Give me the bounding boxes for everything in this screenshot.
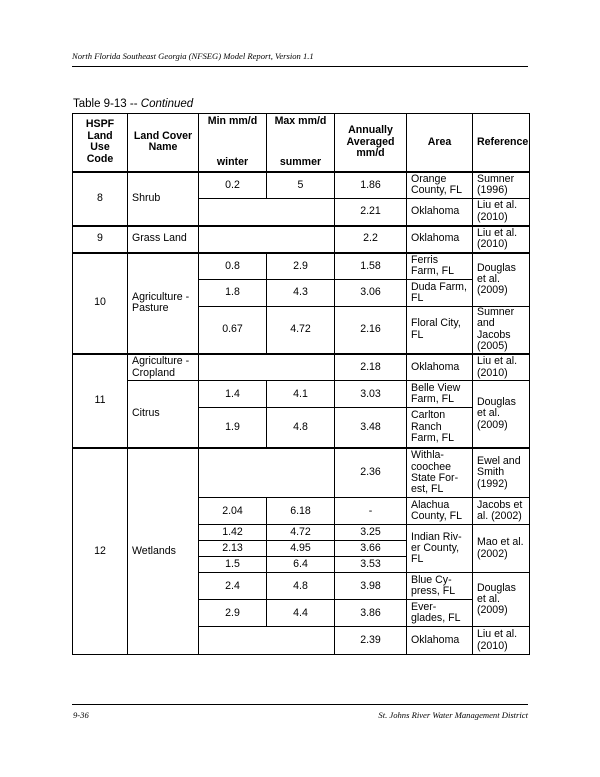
cell-max: 4.8 [267,408,335,448]
cell-reference: Douglas et al. (2009) [473,253,530,307]
cell-code: 12 [73,448,128,655]
cell-min: 0.8 [199,253,267,280]
cell-area: Ferris Farm, FL [407,253,473,280]
cell-min: 2.9 [199,600,267,627]
cell-reference: Douglas et al. (2009) [473,573,530,627]
cell-avg: 3.66 [335,541,407,557]
cell-reference: Sumner and Jacobs (2005) [473,307,530,354]
cell-avg: 3.53 [335,557,407,573]
header-annual-average: Annually Averaged mm/d [335,114,407,172]
header-rule [72,66,528,67]
cell-min: 1.42 [199,525,267,541]
cell-land-cover: Agriculture - Cropland [128,354,199,381]
cell-avg: 2.21 [335,199,407,226]
table-row [73,354,530,381]
cell-code: 11 [73,354,128,448]
cell-min: 2.13 [199,541,267,557]
header-area: Area [407,114,473,172]
cell-min: 0.2 [199,172,267,199]
cell-max: 4.4 [267,600,335,627]
cell-area: Floral City, FL [407,307,473,354]
cell-min: 1.5 [199,557,267,573]
footer-rule [72,704,528,705]
cell-code: 9 [73,226,128,253]
cell-area: Indian Riv- er County, FL [407,525,473,573]
cell-empty [199,226,335,253]
header-max-label: Max mm/d [274,115,327,128]
header-max [267,114,335,172]
cell-min: 2.04 [199,498,267,525]
cell-land-cover: Citrus [128,381,199,448]
header-land-cover-name: Land Cover Name [128,114,199,172]
cell-min: 1.9 [199,408,267,448]
cell-max: 4.72 [267,307,335,354]
cell-avg: 2.36 [335,448,407,498]
header-min [199,114,267,172]
table-row [73,448,530,498]
caption-prefix: Table 9-13 -- [73,98,141,110]
cell-land-cover: Agriculture - Pasture [128,253,199,354]
cell-avg: 3.98 [335,573,407,600]
cell-min: 0.67 [199,307,267,354]
cell-avg: 3.48 [335,408,407,448]
cell-reference: Ewel and Smith (1992) [473,448,530,498]
cell-avg: 2.16 [335,307,407,354]
cell-min: 1.8 [199,280,267,307]
table-row [73,172,530,199]
cell-reference: Sumner (1996) [473,172,530,199]
cell-avg: 2.39 [335,627,407,655]
header-reference: Reference [473,114,530,172]
cell-reference: Liu et al. (2010) [473,354,530,381]
cell-empty [199,448,335,498]
cell-avg: 3.03 [335,381,407,408]
cell-max: 6.18 [267,498,335,525]
cell-area: Ever- glades, FL [407,600,473,627]
cell-area: Alachua County, FL [407,498,473,525]
cell-min: 2.4 [199,573,267,600]
cell-area: Belle View Farm, FL [407,381,473,408]
cell-avg: 3.06 [335,280,407,307]
table-row [73,253,530,280]
cell-area: Carlton Ranch Farm, FL [407,408,473,448]
page-number: 9-36 [73,710,89,720]
footer-organization: St. Johns River Water Management District [378,710,528,720]
cell-area: Withla- coochee State For- est, FL [407,448,473,498]
cell-max: 4.3 [267,280,335,307]
table-row [73,226,530,253]
header-hspf-code: HSPF Land Use Code [73,114,128,172]
cell-code: 8 [73,172,128,226]
cell-land-cover: Wetlands [128,448,199,655]
cell-area: Blue Cy- press, FL [407,573,473,600]
cell-max: 4.8 [267,573,335,600]
cell-reference: Douglas et al. (2009) [473,381,530,448]
cell-avg: 3.86 [335,600,407,627]
cell-max: 2.9 [267,253,335,280]
cell-area: Oklahoma [407,627,473,655]
cell-max: 4.72 [267,525,335,541]
cell-reference: Mao et al. (2002) [473,525,530,573]
cell-reference: Jacobs et al. (2002) [473,498,530,525]
caption-suffix: Continued [140,98,194,110]
cell-area: Orange County, FL [407,172,473,199]
cell-max: 4.95 [267,541,335,557]
cell-area: Oklahoma [407,354,473,381]
table-caption [73,98,193,110]
cell-area: Duda Farm, FL [407,280,473,307]
cell-avg: 2.18 [335,354,407,381]
header-min-label: Min mm/d [207,115,258,128]
evapotranspiration-table [72,113,530,655]
cell-land-cover: Shrub [128,172,199,226]
running-header: North Florida Southeast Georgia (NFSEG) Model Report, Version 1.1 [72,51,314,61]
cell-reference: Liu et al. (2010) [473,226,530,253]
cell-avg: 1.86 [335,172,407,199]
cell-max: 4.1 [267,381,335,408]
header-min-season: winter [216,155,249,168]
cell-reference: Liu et al. (2010) [473,199,530,226]
cell-empty [199,199,335,226]
cell-empty [199,627,335,655]
cell-avg: 1.58 [335,253,407,280]
cell-land-cover: Grass Land [128,226,199,253]
table-row [73,381,530,408]
cell-code: 10 [73,253,128,354]
cell-max: 5 [267,172,335,199]
cell-empty [199,354,335,381]
cell-area: Oklahoma [407,226,473,253]
cell-reference: Liu et al. (2010) [473,627,530,655]
cell-max: 6.4 [267,557,335,573]
cell-area: Oklahoma [407,199,473,226]
cell-avg: 2.2 [335,226,407,253]
header-max-season: summer [279,155,322,168]
cell-avg: 3.25 [335,525,407,541]
cell-min: 1.4 [199,381,267,408]
cell-avg: - [335,498,407,525]
